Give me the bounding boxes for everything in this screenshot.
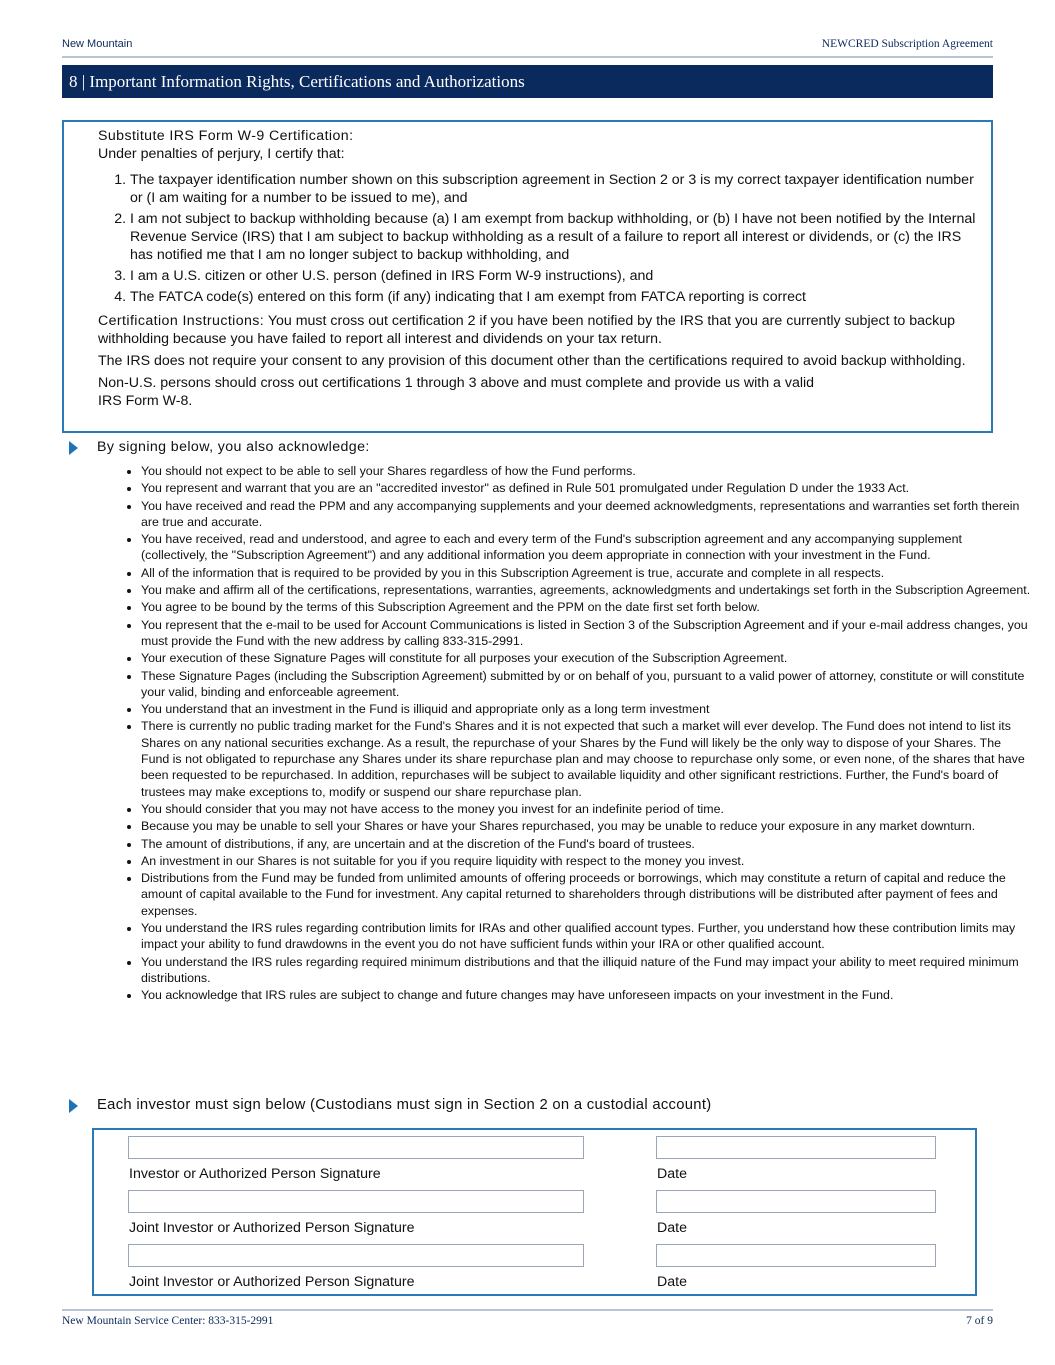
header-right: NEWCRED Subscription Agreement xyxy=(821,38,993,50)
acknowledge-item: • You make and affirm all of the certifications, representations, warranties, agreements, acknowledgments and undertakings set forth in the Subscription Agreement. xyxy=(141,582,1031,598)
acknowledge-item: • Because you may be unable to sell your Shares or have your Shares repurchased, you may be unable to reduce your exposure in any market downturn. xyxy=(141,818,1031,834)
joint-investor-2-signature-label: Joint Investor or Authorized Person Signature xyxy=(129,1274,415,1290)
joint-investor-1-signature-field[interactable] xyxy=(128,1190,584,1213)
joint-investor-1-date-label: Date xyxy=(657,1220,687,1236)
acknowledge-item: • Your execution of these Signature Pages will constitute for all purposes your execution of the Subscription Agreement. xyxy=(141,650,1031,666)
acknowledge-item: • You represent that the e-mail to be used for Account Communications is listed in Section 3 of the Subscription Agreement and if your e-mail address changes, you must provide the Fund with the new address by calling 833-315-2991. xyxy=(141,617,1031,650)
section-title-bar xyxy=(62,65,993,98)
acknowledge-item: • There is currently no public trading market for the Fund's Shares and it is not expected that such a market will ever develop. The Fund does not intend to list its Shares on any national securities exchange. As a result, the repurchase of your Shares by the Fund will likely be the only way to dispose of your Shares. The Fund is not obligated to repurchase any Shares under its share repurchase plan and may choose to repurchase only some, or even none, of the shares that have been requested to be repurchased. In addition, repurchases will be subject to available liquidity and other significant restrictions. Further, the Fund's board of trustees may make exceptions to, modify or suspend our share repurchase plan. xyxy=(141,718,1031,799)
acknowledge-item: • You have received, read and understood, and agree to each and every term of the Fund's subscription agreement and any accompanying supplement (collectively, the "Subscription Agreement") and any additional information you deem appropriate in connection with your investment in the Fund. xyxy=(141,531,1031,564)
acknowledge-item: • An investment in our Shares is not suitable for you if you require liquidity with respect to the money you invest. xyxy=(141,853,1031,869)
acknowledge-item: • You agree to be bound by the terms of this Subscription Agreement and the PPM on the date first set forth below. xyxy=(141,599,1031,615)
certification-item: 2. I am not subject to backup withholding because (a) I am exempt from backup withholding, or (b) I have not been notified by the Internal Revenue Service (IRS) that I am subject to backup withholding as a result of a failure to report all interest or dividends, or (c) the IRS has notified me that I am no longer subject to backup withholding, and xyxy=(130,210,978,264)
non-us-line-1: Non-U.S. persons should cross out certifications 1 through 3 above and must complete and provide us with a valid xyxy=(98,375,815,391)
acknowledge-item: • You understand that an investment in the Fund is illiquid and appropriate only as a long term investment xyxy=(141,701,1031,717)
footer-service-center: New Mountain Service Center: 833-315-2991 xyxy=(62,1315,274,1327)
acknowledge-item: • These Signature Pages (including the Subscription Agreement) submitted by or on behalf of you, pursuant to a valid power of attorney, constitute or will constitute your valid, binding and enforceable agreement. xyxy=(141,668,1031,701)
acknowledge-item: • The amount of distributions, if any, are uncertain and at the discretion of the Fund's board of trustees. xyxy=(141,836,1031,852)
certification-item: 3. I am a U.S. citizen or other U.S. person (defined in IRS Form W-9 instructions), and xyxy=(130,267,978,285)
joint-investor-1-signature-label: Joint Investor or Authorized Person Signature xyxy=(129,1220,415,1236)
joint-investor-2-date-label: Date xyxy=(657,1274,687,1290)
page-footer xyxy=(62,1309,993,1327)
investor-date-field[interactable] xyxy=(656,1136,936,1159)
acknowledge-heading-text: By signing below, you also acknowledge: xyxy=(97,439,370,455)
acknowledge-item: • You acknowledge that IRS rules are subject to change and future changes may have unforeseen impacts on your investment in the Fund. xyxy=(141,987,1031,1003)
acknowledge-list xyxy=(100,463,1031,1005)
w9-certification-box xyxy=(62,120,993,433)
acknowledge-item: • You should not expect to be able to sell your Shares regardless of how the Fund performs. xyxy=(141,463,1031,479)
chevron-right-icon xyxy=(69,1099,78,1113)
header-left: New Mountain xyxy=(62,38,133,50)
acknowledge-item: • All of the information that is required to be provided by you in this Subscription Agreement is true, accurate and complete in all respects. xyxy=(141,565,1031,581)
certification-title: Substitute IRS Form W-9 Certification: xyxy=(98,128,354,144)
page-number: 7 of 9 xyxy=(966,1315,993,1327)
acknowledge-item: • You have received and read the PPM and any accompanying supplements and your deemed acknowledgments, representations and warranties set forth therein are true and accurate. xyxy=(141,498,1031,531)
signature-box xyxy=(92,1128,977,1296)
consent-statement: The IRS does not require your consent to any provision of this document other than the certifications required to avoid backup withholding. xyxy=(98,353,966,369)
non-us-statement xyxy=(98,374,978,410)
certification-list xyxy=(98,171,978,306)
acknowledge-item: • Distributions from the Fund may be funded from unlimited amounts of offering proceeds or borrowings, which may constitute a return of capital and reduce the amount of capital available to the Fund for investment. Any capital returned to shareholders through distributions will be distributed after payment of fees and expenses. xyxy=(141,870,1031,919)
certification-intro: Under penalties of perjury, I certify that: xyxy=(98,146,345,162)
acknowledge-item: • You understand the IRS rules regarding required minimum distributions and that the illiquid nature of the Fund may impact your ability to meet required minimum distributions. xyxy=(141,954,1031,987)
investor-date-label: Date xyxy=(657,1166,687,1182)
chevron-right-icon xyxy=(69,441,78,455)
certification-item: 4. The FATCA code(s) entered on this form (if any) indicating that I am exempt from FATCA reporting is correct xyxy=(130,288,978,306)
page-header xyxy=(62,38,993,58)
joint-investor-2-date-field[interactable] xyxy=(656,1244,936,1267)
joint-investor-2-signature-field[interactable] xyxy=(128,1244,584,1267)
signature-heading-text: Each investor must sign below (Custodians must sign in Section 2 on a custodial account) xyxy=(97,1097,712,1113)
section-title: 8 | Important Information Rights, Certifications and Authorizations xyxy=(69,72,525,91)
non-us-line-2: IRS Form W-8. xyxy=(98,393,193,409)
certification-instructions-text: You must cross out certification 2 if you have been notified by the IRS that you are currently subject to backup withholding because you have failed to report all interest and dividends on your tax return. xyxy=(98,313,955,347)
certification-item: 1. The taxpayer identification number shown on this subscription agreement in Section 2 or 3 is my correct taxpayer identification number or (I am waiting for a number to be issued to me), and xyxy=(130,171,978,207)
w9-certification-content xyxy=(98,127,978,410)
acknowledge-item: • You represent and warrant that you are an "accredited investor" as defined in Rule 501 promulgated under Regulation D under the 1933 Act. xyxy=(141,480,1031,496)
acknowledge-item: • You understand the IRS rules regarding contribution limits for IRAs and other qualified account types. Further, you understand how these contribution limits may impact your ability to fund drawdowns in the event you do not have sufficient funds within your IRA or other qualified account. xyxy=(141,920,1031,953)
acknowledge-item: • You should consider that you may not have access to the money you invest for an indefinite period of time. xyxy=(141,801,1031,817)
certification-instructions-label: Certification Instructions: xyxy=(98,313,265,329)
investor-signature-label: Investor or Authorized Person Signature xyxy=(129,1166,381,1182)
investor-signature-field[interactable] xyxy=(128,1136,584,1159)
certification-instructions xyxy=(98,312,978,348)
joint-investor-1-date-field[interactable] xyxy=(656,1190,936,1213)
